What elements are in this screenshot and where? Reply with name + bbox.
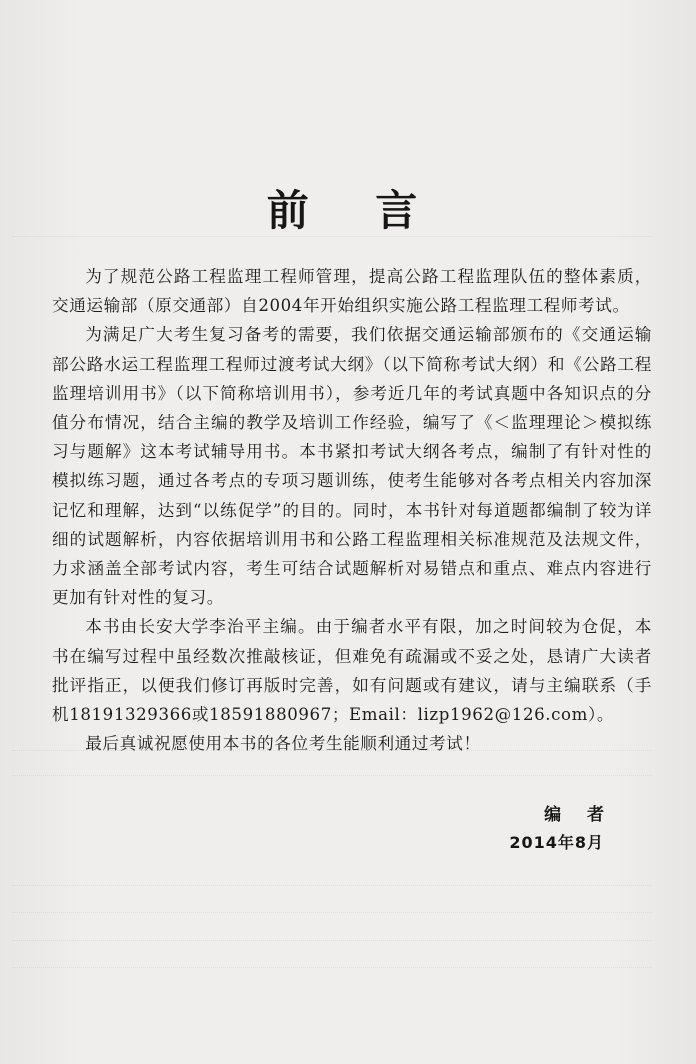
- page-title: 前 言: [266, 186, 444, 235]
- preface-body: [52, 262, 652, 758]
- paragraph-editor-note: 本书由长安大学李治平主编。由于编者水平有限，加之时间较为仓促，本书在编写过程中虽经数次推敲核证，但难免有疏漏或不妥之处，恳请广大读者批评指正，以便我们修订再版时完善，如有问题或有建议，请与主编联系（手机18191329366或18591880967；Email：lizp1962@126.com）。: [52, 617, 652, 725]
- paragraph-intro: 为了规范公路工程监理工程师管理，提高公路工程监理队伍的整体素质，交通运输部（原交通部）自2004年开始组织实施公路工程监理工程师考试。: [52, 267, 652, 316]
- bleed-through-line: [12, 775, 652, 776]
- bleed-through-line: [12, 940, 652, 941]
- bleed-through-line: [12, 885, 652, 886]
- paragraph-purpose: 为满足广大考生复习备考的需要，我们依据交通运输部颁布的《交通运输部公路水运工程监理工程师过渡考试大纲》（以下简称考试大纲）和《公路工程监理培训用书》（以下简称培训用书），参考近几年的考试真题中各知识点的分值分布情况，结合主编的教学及培训工作经验，编写了《＜监理理论＞模拟练习与题解》这本考试辅导用书。本书紧扣考试大纲各考点，编制了有针对性的模拟练习题，通过各考点的专项习题训练，使考生能够对各考点相关内容加深记忆和理解，达到“以练促学”的目的。同时，本书针对每道题都编制了较为详细的试题解析，内容依据培训用书和公路工程监理相关标准规范及法规文件，力求涵盖全部考试内容，考生可结合试题解析对易错点和重点、难点内容进行更加有针对性的复习。: [52, 325, 652, 608]
- signature-date: 2014年8月: [509, 833, 604, 852]
- bleed-through-line: [12, 912, 652, 913]
- signature-editor: 编 者: [544, 805, 614, 825]
- bleed-through-line: [12, 967, 652, 968]
- paragraph-closing: 最后真诚祝愿使用本书的各位考生能顺利通过考试！: [85, 734, 481, 754]
